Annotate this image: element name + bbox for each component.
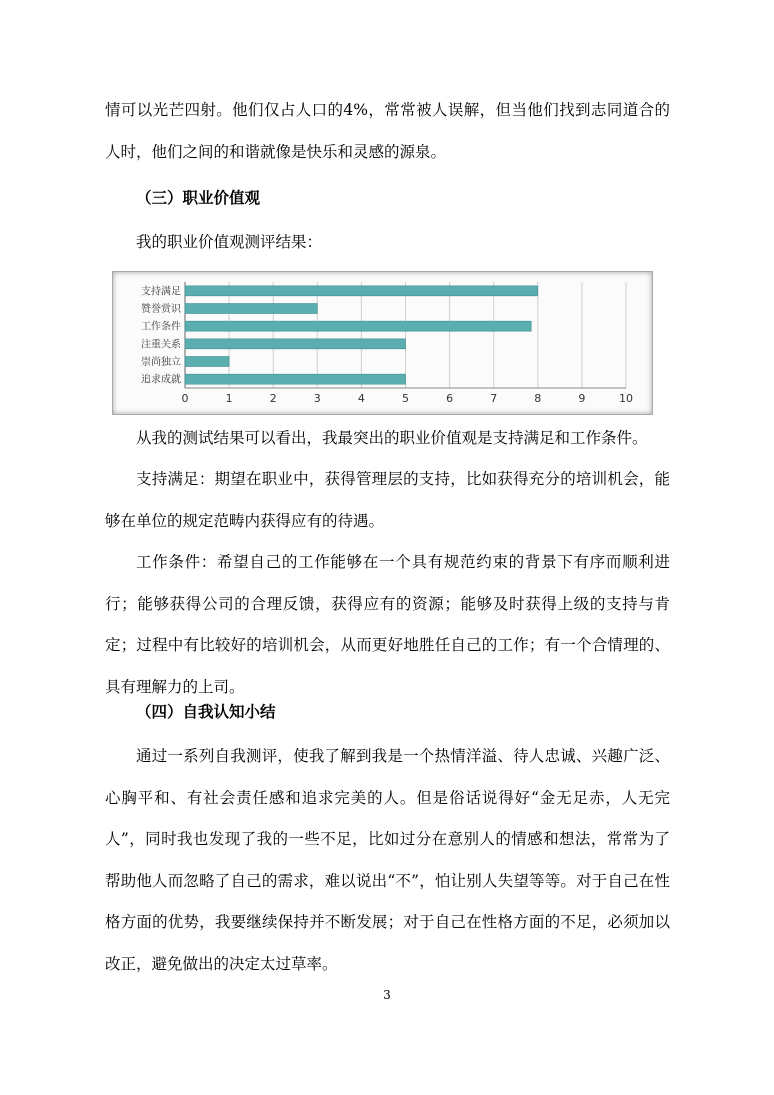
x-tick-label-1: 1 [225,392,233,405]
x-tick-label-2: 2 [269,392,277,405]
x-tick-label-10: 10 [619,392,633,405]
paragraph-personality-end: 情可以光芒四射。他们仅占人口的4%，常常被人误解，但当他们找到志同道合的人时，他们之间的和谐就像是快乐和灵感的源泉。 [105,101,670,161]
chart-svg [113,272,654,416]
x-tick-label-6: 6 [446,392,454,405]
bar-6 [185,374,406,384]
paragraph-result-summary: 从我的测试结果可以看出，我最突出的职业价值观是支持满足和工作条件。 [136,429,648,447]
bar-3 [185,321,531,331]
x-tick-label-7: 7 [490,392,498,405]
heading-self-awareness-summary: （四）自我认知小结 [136,702,276,721]
paragraph-support-satisfaction: 支持满足：期望在职业中，获得管理层的支持，比如获得充分的培训机会，能够在单位的规定范畴内获得应有的待遇。 [105,470,670,530]
x-tick-label-4: 4 [357,392,365,405]
x-tick-label-5: 5 [402,392,409,405]
bar-1 [185,286,538,296]
x-tick-label-0: 0 [181,392,189,405]
x-tick-label-9: 9 [578,392,586,405]
category-label-5: 崇尚独立 [141,357,181,368]
category-label-2: 赞誉赏识 [141,304,181,315]
paragraph-work-conditions: 工作条件：希望自己的工作能够在一个具有规范约束的背景下有序而顺利进行；能够获得公司的合理反馈，获得应有的资源；能够及时获得上级的支持与肯定；过程中有比较好的培训机会，从而更好地胜任自己的工作；有一个合情理的、具有理解力的上司。 [105,553,670,696]
category-label-3: 工作条件 [141,321,181,333]
category-label-4: 注重关系 [141,339,181,351]
category-label-6: 追求成就 [141,374,181,386]
bar-2 [185,304,317,314]
page-number: 3 [383,988,391,1002]
career-values-chart [112,271,653,415]
bar-5 [185,357,229,367]
x-tick-label-3: 3 [313,392,321,405]
heading-career-values: （三）职业价值观 [136,188,261,207]
x-tick-label-8: 8 [534,392,542,405]
category-label-1: 支持满足 [141,286,181,298]
bar-4 [185,339,406,349]
paragraph-chart-intro: 我的职业价值观测评结果： [136,233,323,251]
paragraph-self-awareness: 通过一系列自我测评，使我了解到我是一个热情洋溢、待人忠诚、兴趣广泛、心胸平和、有社会责任感和追求完美的人。但是俗话说得好“金无足赤，人无完人”，同时我也发现了我的一些不足，比如过分在意别人的情感和想法，常常为了帮助他人而忽略了自己的需求，难以说出“不”，怕让别人失望等等。对于自己在性格方面的优势，我要继续保持并不断发展；对于自己在性格方面的不足，必须加以改正，避免做出的决定太过草率。 [105,747,670,973]
